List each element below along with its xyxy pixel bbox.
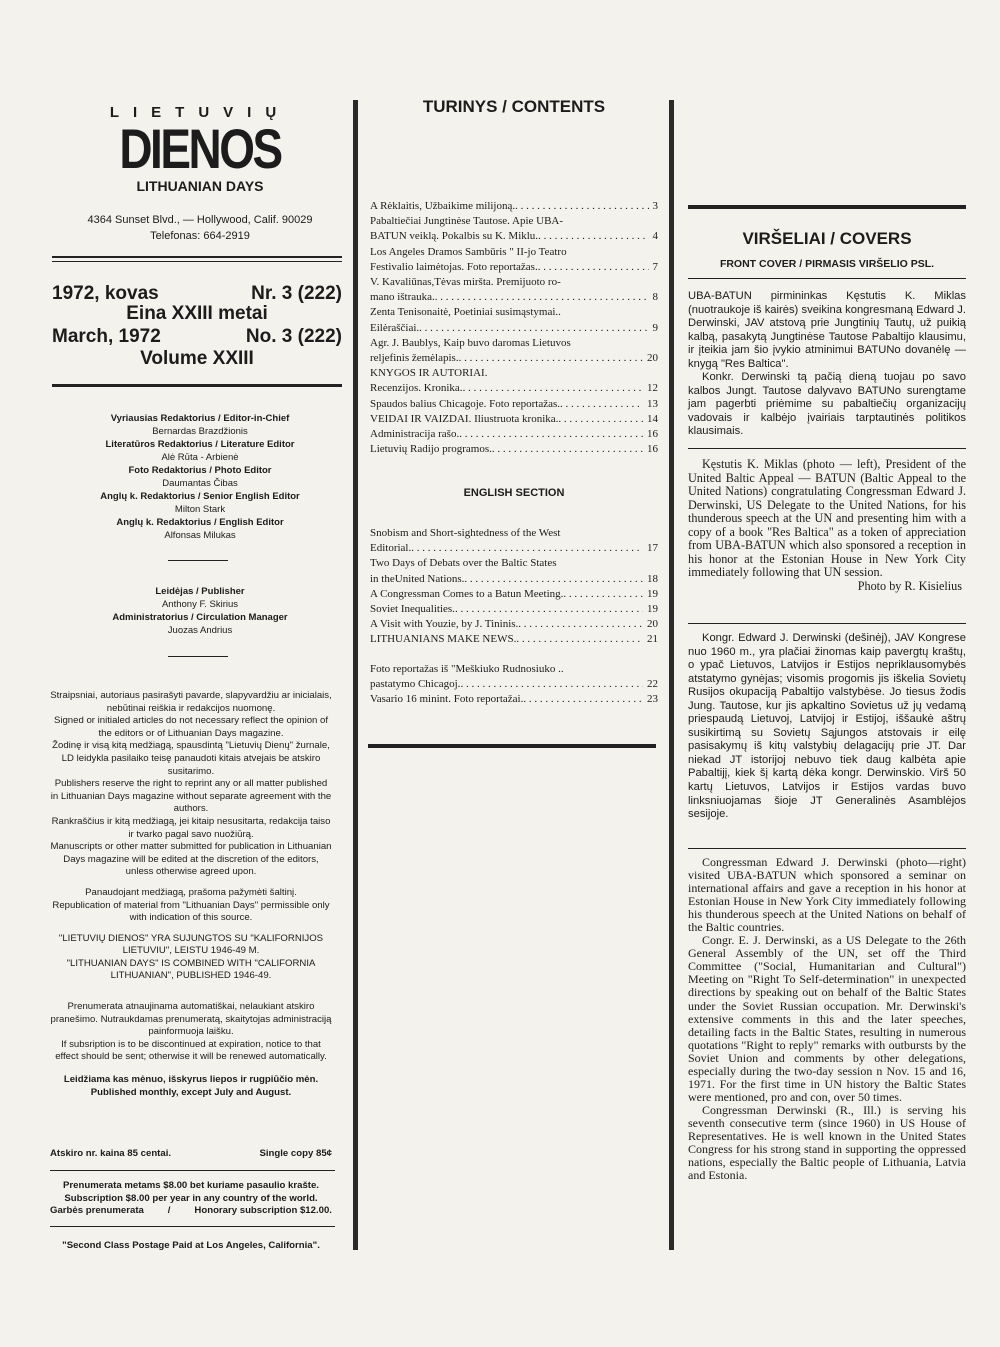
toc-leader-dots (558, 412, 643, 427)
staff-role: Anglų k. Redaktorius / English Editor (116, 517, 284, 528)
notice-paragraph: Rankraščius ir kitą medžiagą, jei kitaip nesusitarta, redakcija taiso ir tvarko pagal savo nuožiūrą. (51, 815, 331, 840)
toc-entry-title: Administracija rašo. (370, 428, 460, 441)
toc-entry-title: VEIDAI IR VAIZDAI. Iliustruota kronika. (370, 412, 559, 425)
notice-paragraph: Prenumerata atnaujinama automatiškai, nelaukiant atskiro pranešimo. Nutraukdamas prenumeratą, skaitytojas administraciją painformuoja laišku. (50, 1001, 332, 1038)
cover-paragraph: Congr. E. J. Derwinski, as a US Delegate to the 26th General Assembly of the UN, set off the Third Committee ("Social, Humanitarian and Cultural") Meeting on "Right To Self-determination" in unexpected directions by speaking out on behalf of the Baltic States under the Soviet Russian occupation. Mr. Derwinski's extensive comments in this and the later speeches, detailing facts in the Baltic States, resulting in numerous quotations "Right to reply" remarks with outbursts by the Soviet Union and comments by other delegations, especially during the two-day session n Nov. 15 and 16, 1971. For the first time in UN history the Baltic States were mentioned, pro and con, over 50 times. (688, 933, 966, 1104)
toc-page-number: 4 (652, 230, 658, 243)
toc-entry (370, 260, 658, 275)
divider (168, 560, 228, 561)
toc-entry-line: V. Kavaliūnas,Tėvas miršta. Premijuoto ro- (370, 276, 561, 289)
toc-page-number: 16 (647, 443, 658, 456)
honorary-subscription (50, 1205, 332, 1218)
notice-paragraph: "LIETUVIŲ DIENOS" YRA SUJUNGTOS SU "KALIFORNIJOS LIETUVIU", LEISTU 1946-49 M. (58, 932, 324, 957)
cover-paragraph: Konkr. Derwinski tą pačią dieną tuojau po savo kalbos Jungt. Tautose dalyvavo BATUNo surengtame jam pagerbti priėmime su pabaltiečių organizacijų vadovais ir kalbėjo įvairiais tarptautinės politikos klausimais. (688, 371, 966, 438)
notice-paragraph: Publishers reserve the right to reprint any or all matter published in Lithuanian Days magazine without separate agreement with the authors. (50, 778, 332, 815)
toc-entry-line: Pabaltiečiai Jungtinėse Tautose. Apie UBA- (370, 215, 564, 228)
toc-entry-title: LITHUANIANS MAKE NEWS. (370, 633, 517, 646)
subscription-block (50, 1180, 332, 1218)
covers-subtitle: FRONT COVER / PIRMASIS VIRŠELIO PSL. (719, 258, 935, 270)
staff-name: Alė Rūta - Arbienė (161, 452, 239, 463)
toc-entry-title: A Congressman Comes to a Batun Meeting. (370, 587, 564, 600)
toc-page-number: 16 (647, 428, 658, 441)
phone: Telefonas: 664-2919 (150, 230, 250, 242)
publisher-name: Juozas Andrius (167, 625, 233, 636)
toc-leader-dots (459, 351, 643, 366)
toc-page-number: 13 (647, 397, 658, 410)
column-divider (669, 100, 674, 1250)
toc-entry-title: Lietuvių Radijo programos. (370, 443, 492, 456)
toc-page-number: 7 (652, 260, 658, 273)
notice-block (50, 690, 332, 1099)
toc-page-number: 12 (647, 382, 658, 395)
toc-entry (370, 617, 658, 632)
publisher-role: Leidėjas / Publisher (155, 586, 245, 597)
publisher-name: Anthony F. Skirius (161, 599, 239, 610)
honorary-sep: / (167, 1205, 171, 1217)
toc-page-number: 18 (647, 572, 658, 585)
toc-entry-title: mano ištrauka. (370, 291, 435, 304)
toc-leader-dots (411, 541, 643, 556)
issue-line-en (52, 325, 342, 349)
toc-entry (370, 677, 658, 692)
toc-leader-dots (419, 321, 648, 336)
toc-leader-dots (516, 632, 643, 647)
divider (52, 256, 342, 258)
toc-leader-dots (523, 692, 643, 707)
issue-volume: Volume XXIII (140, 348, 254, 369)
staff-name: Alfonsas Milukas (164, 530, 236, 541)
toc-leader-dots (435, 290, 649, 305)
toc-entry (370, 290, 658, 305)
cover-paragraph: UBA-BATUN pirmininkas Kęstutis K. Miklas (nuotraukoje iš kairės) sveikina kongresmaną Edward J. Derwinski, JAV atstovą prie Jungtinių Tautų, už puikią kalbą, pasakytą Jungtinėse Tautose Pabaltijo klausimu, ir įteikia jam šio įvykio atminimui BATUNo dovanėlę — knygą "Res Baltica". (688, 290, 966, 370)
cover-text-en (688, 458, 966, 593)
toc-page-number: 19 (647, 603, 658, 616)
toc-entry (370, 381, 658, 396)
issue-nr-en: No. 3 (222) (245, 326, 342, 347)
toc-entry (370, 199, 658, 214)
toc-leader-dots (538, 229, 648, 244)
toc-leader-dots (518, 617, 643, 632)
staff-role: Anglų k. Redaktorius / Senior English Editor (100, 491, 300, 502)
toc-entry-title: A Visit with Youzie, by J. Tininis. (370, 618, 519, 631)
cover-text-lt-2 (688, 632, 966, 822)
toc-leader-dots (455, 602, 643, 617)
toc-entry-title: Festivalio laimėtojas. Foto reportažas. (370, 260, 538, 273)
cover-text-lt (688, 290, 966, 439)
staff-name: Milton Stark (174, 504, 226, 515)
toc-entry-title: pastatymo Chicagoj. (370, 678, 461, 691)
notice-paragraph: Republication of material from "Lithuanian Days" permissible only with indication of this source. (52, 899, 330, 924)
toc-entry (370, 351, 658, 366)
toc-entry-line: Snobism and Short-sightedness of the West (370, 527, 561, 539)
toc-entry-title: Recenzijos. Kronika. (370, 382, 463, 395)
staff-list (50, 412, 350, 542)
notice-paragraph: Straipsniai, autoriaus pasirašyti pavarde, slapyvardžiu ar inicialais, nebūtinai reiškia ir redakcijos nuomonę. (50, 690, 332, 714)
notice-paragraph: "LITHUANIAN DAYS" IS COMBINED WITH "CALIFORNIA LITHUANIAN", PUBLISHED 1946-49. (66, 957, 316, 982)
divider (688, 848, 966, 849)
price-en: Single copy 85¢ (259, 1148, 332, 1159)
divider (368, 744, 656, 748)
toc-entry-title: reljefinis žemėlapis. (370, 352, 459, 365)
issue-nr-lt: Nr. 3 (222) (251, 283, 342, 304)
divider (688, 448, 966, 449)
masthead-top: LIETUVIŲ (109, 104, 291, 121)
publisher-list (50, 585, 350, 637)
honorary-lt: Garbės prenumerata (50, 1205, 144, 1217)
toc-entry (370, 412, 658, 427)
toc-entry (370, 397, 658, 412)
toc-page-number: 8 (652, 291, 658, 304)
toc-entry (370, 321, 658, 336)
toc-entry-title: Eilėraščiai. (370, 321, 420, 334)
toc-leader-dots (464, 572, 643, 587)
toc-leader-dots (538, 260, 649, 275)
divider (688, 623, 966, 624)
toc-entry (370, 602, 658, 617)
toc-entry-title: Editorial. (370, 542, 412, 555)
toc-page-number: 21 (647, 633, 658, 646)
publication-schedule: Leidžiama kas mėnuo, išskyrus liepos ir rugpiūčio mėn. Published monthly, except July and August. (63, 1074, 319, 1098)
divider (52, 261, 342, 262)
divider (688, 205, 966, 209)
toc-entry (370, 632, 658, 647)
toc-entry (370, 541, 658, 556)
notice-paragraph: Panaudojant medžiagą, prašoma pažymėti šaltinį. (85, 886, 297, 898)
toc-page-number: 9 (652, 321, 658, 334)
toc-leader-dots (515, 199, 648, 214)
cover-paragraph: Kęstutis K. Miklas (photo — left), President of the United Baltic Appeal — BATUN (Baltic Appeal to the United Nations) congratulating Congressman Edward J. Derwinski, US Delegate to the United Nations, for his thunderous speech at the UN and presenting him with a copy of a book "Res Baltica" as a token of appreciation from UBA-BATUN which also sponsored a reception in his honor at the Estonian House in New York City immediately following that UN session. (688, 457, 966, 580)
toc-leader-dots (463, 381, 643, 396)
divider (688, 278, 966, 279)
staff-name: Daumantas Čibas (162, 478, 238, 489)
price-line (50, 1148, 332, 1161)
divider (50, 1226, 335, 1227)
contents-title: TURINYS / CONTENTS (422, 97, 606, 116)
cover-paragraph: Congressman Derwinski (R., Ill.) is serving his seventh consecutive term (since 1960) in US House of Representatives. He is well known in the United States Congress for his strong stand in supporting the oppressed nations, especially the Baltic people of Lithuania, Latvia and Estonia. (688, 1102, 966, 1183)
toc-leader-dots (460, 677, 643, 692)
covers-title: VIRŠELIAI / COVERS (742, 229, 912, 248)
issue-date-lt: 1972, kovas (52, 283, 159, 304)
notice-paragraph: Žodinę ir visą kitą medžiagą, spausdintą "Lietuvių Dienų" žurnale, LD leidykla pasilaiko teisę panaudoti kitais atvejais be atskiro susitarimo. (52, 740, 330, 777)
toc-lithuanian (370, 199, 658, 457)
divider (52, 384, 342, 387)
toc-entry-title: Vasario 16 minint. Foto reportažai. (370, 693, 524, 706)
masthead-title: DIENOS (119, 117, 281, 180)
notice-paragraph: Signed or initialed articles do not necessary reflect the opinion of the editors or of Lithuanian Days magazine. (53, 715, 329, 739)
publisher-role: Administratorius / Circulation Manager (112, 612, 288, 623)
toc-entry (370, 427, 658, 442)
toc-entry-title: BATUN veiklą. Pokalbis su K. Miklu. (370, 230, 539, 243)
toc-entry-title: Soviet Inequalities. (370, 603, 455, 616)
toc-entry (370, 692, 658, 707)
honorary-en: Honorary subscription $12.00. (194, 1205, 332, 1217)
toc-page-number: 22 (647, 678, 658, 691)
cover-text-en-2 (688, 856, 966, 1182)
toc-entry-line: Two Days of Debats over the Baltic States (370, 557, 557, 570)
toc-entry (370, 572, 658, 587)
column-divider (353, 100, 358, 1250)
notice-paragraph: Manuscripts or other matter submitted for publication in Lithuanian Days magazine will be edited at the discretion of the editors, unless otherwise agreed upon. (50, 841, 332, 878)
toc-page-number: 14 (647, 412, 658, 425)
toc-english (370, 526, 658, 648)
staff-role: Literatūros Redaktorius / Literature Editor (105, 439, 295, 450)
toc-entry-title: Spaudos balius Chicagoje. Foto reportažas. (370, 397, 561, 410)
toc-page-number: 17 (647, 542, 658, 555)
toc-leader-dots (560, 397, 643, 412)
subscription-lt: Prenumerata metams $8.00 bet kuriame pasaulio krašte. (63, 1180, 319, 1191)
toc-page-number: 3 (652, 200, 658, 212)
toc-leader-dots (563, 587, 643, 602)
issue-date-en: March, 1972 (52, 326, 161, 347)
toc-entry-line: KNYGOS IR AUTORIAI. (370, 367, 488, 380)
toc-page-number: 20 (647, 618, 658, 631)
toc-leader-dots (492, 442, 643, 457)
toc-page-number: 20 (647, 352, 658, 365)
staff-name: Bernardas Brazdžionis (152, 426, 248, 437)
staff-role: Foto Redaktorius / Photo Editor (128, 465, 272, 476)
toc-page-number: 19 (647, 587, 658, 600)
price-lt: Atskiro nr. kaina 85 centai. (50, 1148, 172, 1159)
issue-year-lt: Eina XXIII metai (126, 303, 268, 324)
notice-paragraph: If subsription is to be discontinued at expiration, notice to that effect should be sent; otherwise it will be renewed automatically. (55, 1038, 327, 1063)
toc-entry-title: in theUnited Nations. (370, 572, 465, 585)
english-section-heading: ENGLISH SECTION (463, 487, 565, 499)
address: 4364 Sunset Blvd., — Hollywood, Calif. 90029 (87, 214, 313, 226)
toc-entry (370, 442, 658, 457)
masthead-subtitle: LITHUANIAN DAYS (136, 178, 264, 194)
toc-entry-line: Zenta Tenisonaitė, Poetiniai susimąstymai.. (370, 306, 561, 319)
toc-entry-line: Agr. J. Baublys, Kaip buvo daromas Lietuvos (370, 336, 571, 349)
toc-entry-title: A Rėklaitis, Užbaikime milijoną. (370, 200, 516, 212)
toc-entry (370, 229, 658, 244)
subscription-en: Subscription $8.00 per year in any country of the world. (64, 1192, 318, 1204)
cover-paragraph: Congressman Edward J. Derwinski (photo—right) visited UBA-BATUN which sponsored a seminar on international affairs and gave a reception in his honor at Estonian House in New York City immediately following his thunderous speech at the United Nations on behalf of the Baltic countries. (688, 855, 966, 935)
photo-credit: Photo by R. Kisielius (857, 578, 962, 593)
staff-role: Vyriausias Redaktorius / Editor-in-Chief (110, 413, 290, 424)
toc-leader-dots (459, 427, 643, 442)
divider (168, 656, 228, 657)
toc-entry-line: Foto reportažas iš "Meškiuko Rudnosiuko .. (370, 663, 564, 675)
toc-entry-line: Los Angeles Dramos Sambūris " II-jo Teatro (370, 245, 567, 258)
cover-paragraph: Kongr. Edward J. Derwinski (dešinėj), JAV Kongrese nuo 1960 m., yra plačiai žinomas kaip pavergtų kraštų, o ypač Lietuvos, Latvijos ir Estijos nepriklausomybės atstatymo gynėjas; visomis progomis jis iškelia Sovietų Rusijos okupaciją Pabaltijo valstybėse. Jo tiesus žodis Jung. Tautose, kur jis apkaltino Sovietus už jų vedamą priespaudą Lietuvoj, Latvijoj ir Estijoj, iššaukė aštrų susikirtimą su Sovietų Sąjungos atstovais ir eilę pasisakymų iš kitų valstybių delagacijų prie JT. Dar niekad JT istorijoj nebuvo tiek daug kalbėta apie Pabaltijį, kiek šį kartą dėka kongr. Derwinskio. Virš 50 kartų Lietuvos, Latvijos ir Estijos vardas buvo linksniuojamas šioje JT Generalinės Asamblėjos sesijoje. (688, 632, 966, 821)
postage-note: "Second Class Postage Paid at Los Angeles, California". (62, 1240, 320, 1251)
divider (50, 1170, 335, 1171)
toc-extra (370, 662, 658, 708)
toc-entry (370, 587, 658, 602)
toc-page-number: 23 (647, 693, 658, 706)
